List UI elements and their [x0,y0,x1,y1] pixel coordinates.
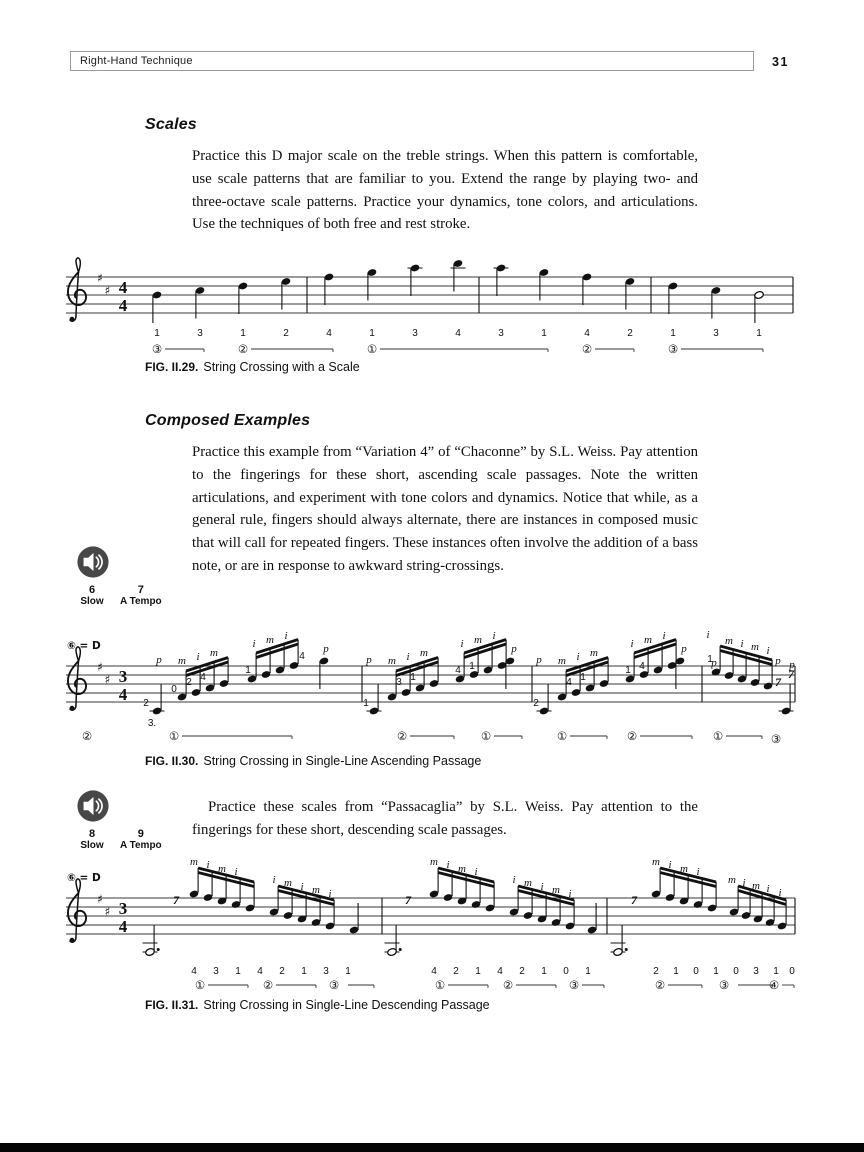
notation-fing-text: 1 [469,661,475,672]
running-header [70,51,754,71]
track-label: Slow [80,596,104,607]
notation-pim-text: i [662,630,666,642]
notation-circ-text: ③ [568,978,580,992]
notation-fing-text: 2 [519,966,525,977]
notation-rest-text: 7 [405,893,411,907]
notation-fing-text: 2 [283,328,289,339]
notation-pim-text: i [740,638,744,650]
notation-fing-text: 4 [257,966,263,977]
notation-fing-text: 3 [323,966,329,977]
notation-fing-text: 1 [363,698,369,709]
notation-pim-text: m [266,634,274,646]
notation-fing-text: 1 [301,966,307,977]
paragraph-scales: Practice this D major scale on the treble strings. When this pattern is comfortable, use scale patterns that are familiar to you. Extend the range by playing two- and three-octave scale patterns. Practice your dynamics, tone colors, and articulations. Use the techniques of both free and rest stroke. [192,148,698,233]
page-number: 31 [772,55,789,69]
notation-pim-text: m [312,884,320,896]
notation-pim-text: i [406,651,410,663]
notation-fig-30 [62,616,802,752]
notation-pim-text: p [789,659,795,671]
notation-fing-text: 0 [789,966,795,977]
notation-fing-text: 4 [191,966,197,977]
notation-fing-text: 0 [563,966,569,977]
notation-fing-text: 2 [627,328,633,339]
notation-sharp-text: ♯ [97,892,103,906]
notation-pim-text: i [696,866,700,878]
notation-fing-text: 3 [396,677,402,688]
notation-pim-text: i [252,638,256,650]
notation-pim-text: m [751,641,759,653]
figure-caption-30 [145,754,481,768]
notation-pim-text: m [210,647,218,659]
paragraph-passacaglia: Practice these scales from “Passacaglia” by S.L. Weiss. Pay attention to the fingerings for these short, descending scale passages. [192,799,698,838]
track-label: A Tempo [120,840,162,851]
audio-tracks-1 [74,545,194,607]
notation-pim-text: m [430,858,438,868]
notation-circ-text: ① [366,342,378,356]
notation-circ-text: ③ [151,342,163,356]
notation-fing-text: 1 [541,328,547,339]
notation-fing-text: 1 [580,672,586,683]
notation-pim-text: i [196,651,200,663]
notation-pim-text: i [766,883,770,895]
notation-circ-text: ① [556,729,568,743]
notation-fing-text: 3 [498,328,504,339]
notation-fing-text: 4 [566,677,572,688]
notation-fing-text: 1 [369,328,375,339]
notation-circ-text: ① [480,729,492,743]
notation-pim-text: i [778,887,782,899]
figure-caption-31 [145,998,490,1012]
notation-rest-text: 7 [631,893,637,907]
notation-pim-text: p [156,654,162,666]
figure-label: FIG. II.31. [145,998,199,1012]
figure-label: FIG. II.29. [145,360,199,374]
notation-fing-text: 1 [245,665,251,676]
track-number: 6 [88,584,96,596]
notation-pim-text: i [328,888,332,900]
notation-fing-text: 1 [707,654,713,665]
notation-circ-text: ② [81,729,93,743]
notation-fing-text: 0 [733,966,739,977]
notation-circ-text: ② [502,978,514,992]
notation-rest-text: 7 [775,675,781,689]
notation-fing-text: 4 [299,651,305,662]
staff-annotations [67,629,795,746]
notation-pim-text: m [558,655,566,667]
notation-pim-text: i [300,881,304,893]
figure-caption-29 [145,360,360,374]
notation-pim-text: i [234,866,238,878]
notation-pim-text: p [323,643,329,655]
notation-circ-text: ③ [718,978,730,992]
notation-pim-text: m [458,863,466,875]
notation-circ-text: ④ [768,978,780,992]
track-a-tempo [120,584,162,607]
notation-circ-text: ② [262,978,274,992]
notation-pim-text: m [190,858,198,868]
notation-fing-text: 4 [584,328,590,339]
notation-sharp-text: ♯ [97,271,103,285]
figure-caption-text: String Crossing with a Scale [203,360,360,374]
notation-fing-text: 1 [585,966,591,977]
track-list [74,828,194,851]
notation-fing-text: 0 [693,966,699,977]
notation-fing-text: 2 [533,698,539,709]
notation-fing-text: 3 [753,966,759,977]
notation-pim-text: i [446,859,450,871]
notation-time-text: 3 [118,899,128,918]
track-list [74,584,194,607]
notation-fing-text: 4 [431,966,437,977]
notation-pim-text: p [511,643,517,655]
page-bottom-edge [0,1143,864,1152]
notation-fing-text: 4 [455,328,461,339]
notation-circ-text: ① [168,729,180,743]
notation-fing-text: 1 [345,966,351,977]
notation-fing-text: 4 [639,661,645,672]
notation-fing-text: 0 [171,684,177,695]
notation-fing-text: 1 [240,328,246,339]
section-heading-composed-examples: Composed Examples [145,412,311,429]
notation-pim-text: i [568,888,572,900]
notation-pim-text: m [728,874,736,886]
notation-fing-text: 3. [147,718,157,729]
notation-fing-text: 3 [213,966,219,977]
notation-circ-text: ① [194,978,206,992]
notation-time-text: 4 [118,278,128,297]
notation-pim-text: m [178,655,186,667]
track-number: 8 [88,828,96,840]
notation-fing-text: 1 [713,966,719,977]
track-label: A Tempo [120,596,162,607]
notation-time-text: 4 [118,917,128,936]
notation-fing-text: 1 [235,966,241,977]
notation-pim-text: m [725,635,733,647]
speaker-icon [76,545,110,579]
notation-pim-text: i [540,881,544,893]
notation-pim-text: m [474,634,482,646]
figure-label: FIG. II.30. [145,754,199,768]
notation-pim-text: i [206,859,210,871]
notation-fing-text: 1 [773,966,779,977]
notation-pim-text: m [552,884,560,896]
notation-pim-text: i [576,651,580,663]
notation-fing-text: 4 [497,966,503,977]
notation-circ-text: ② [581,342,593,356]
notation-fing-text: 4 [326,328,332,339]
notation-pim-text: i [512,874,516,886]
notation-pim-text: m [284,877,292,889]
notation-pim-text: p [775,655,781,667]
notation-fing-text: 1 [475,966,481,977]
notation-fing-text: 1 [625,665,631,676]
notation-pim-text: m [680,863,688,875]
paragraph-composed: Practice this example from “Variation 4” of “Chaconne” by S.L. Weiss. Pay attention to the fingerings for these short, ascending scale passages. Note the written articulations, and experiment with tone colors and dynamics. Notice that while, as a general rule, fingers should always alternate, there are instances in composed music that will call for repeated fingers. These instances often involve the addition of a bass note, or are in response to awkward string-crossings. [192,444,698,574]
notation-pim-text: i [272,874,276,886]
notation-sharp-text: ♯ [104,283,111,298]
notation-fing-text: 3 [713,328,719,339]
notation-circ-text: ① [434,978,446,992]
notation-fing-text: 1 [756,328,762,339]
notation-time-text: 4 [118,296,128,315]
track-number: 9 [137,828,144,840]
section-heading-scales: Scales [145,116,197,133]
notation-tune-text: ⑥ = D [67,640,101,652]
notation-circ-text: ② [237,342,249,356]
notation-circ-text: ③ [770,732,782,746]
notation-pim-text: m [420,647,428,659]
notation-pim-text: i [766,645,770,657]
notation-fing-text: 2 [279,966,285,977]
notation-rest-text: 7 [173,893,179,907]
notation-pim-text: m [752,880,760,892]
track-label: Slow [80,840,104,851]
notation-fing-text: 1 [154,328,160,339]
notation-pim-text: p [366,654,372,666]
notation-pim-text: m [652,858,660,868]
notation-fing-text: 3 [412,328,418,339]
notation-fig-31 [62,858,802,998]
track-slow [74,828,110,851]
notation-pim-text: i [742,877,746,889]
figure-caption-text: String Crossing in Single-Line Ascending Passage [203,754,482,768]
notation-pim-text: i [706,629,710,641]
notation-pim-text: m [218,863,226,875]
track-slow [74,584,110,607]
figure-caption-text: String Crossing in Single-Line Descending Passage [203,998,490,1012]
notation-fing-text: 2 [186,677,192,688]
notation-circ-text: ② [396,729,408,743]
staff-annotations [97,271,762,356]
notation-fing-text: 4 [455,665,461,676]
notation-pim-text: m [644,634,652,646]
notation-pim-text: i [668,859,672,871]
notation-fing-text: 2 [453,966,459,977]
notation-circ-text: ① [712,729,724,743]
notation-pim-text: i [474,866,478,878]
notation-circ-text: ② [654,978,666,992]
speaker-icon [76,789,110,823]
notation-pim-text: i [630,638,634,650]
running-header-title: Right-Hand Technique [80,55,193,67]
notation-fing-text: 4 [200,672,206,683]
notation-pim-text: p [536,654,542,666]
notation-fing-text: 1 [670,328,676,339]
notation-pim-text: i [492,630,496,642]
notation-fing-text: 1 [410,672,416,683]
notation-fing-text: 1 [673,966,679,977]
track-a-tempo [120,828,162,851]
audio-tracks-2 [74,789,194,851]
notation-fing-text: 1 [541,966,547,977]
notation-pim-text: m [388,655,396,667]
track-number: 7 [137,584,144,596]
notation-rest-text: 7 [788,667,794,681]
notation-pim-text: p [681,643,687,655]
notation-circ-text: ② [626,729,638,743]
notation-pim-text: i [284,630,288,642]
notation-pim-text: m [524,877,532,889]
notation-tune-text: ⑥ = D [67,872,101,884]
notation-sharp-text: ♯ [104,904,111,919]
notation-fing-text: 3 [197,328,203,339]
staff-drawing [66,258,793,352]
notation-pim-text: m [590,647,598,659]
notation-circ-text: ③ [667,342,679,356]
notation-circ-text: ③ [328,978,340,992]
notation-sharp-text: ♯ [104,672,111,687]
notation-fig-29 [62,252,797,360]
notation-sharp-text: ♯ [97,660,103,674]
notation-time-text: 4 [118,685,128,704]
notation-time-text: 3 [118,667,128,686]
notation-pim-text: i [460,638,464,650]
notation-fing-text: 2 [143,698,149,709]
notation-pim-text: p [711,657,717,669]
notation-fing-text: 2 [653,966,659,977]
